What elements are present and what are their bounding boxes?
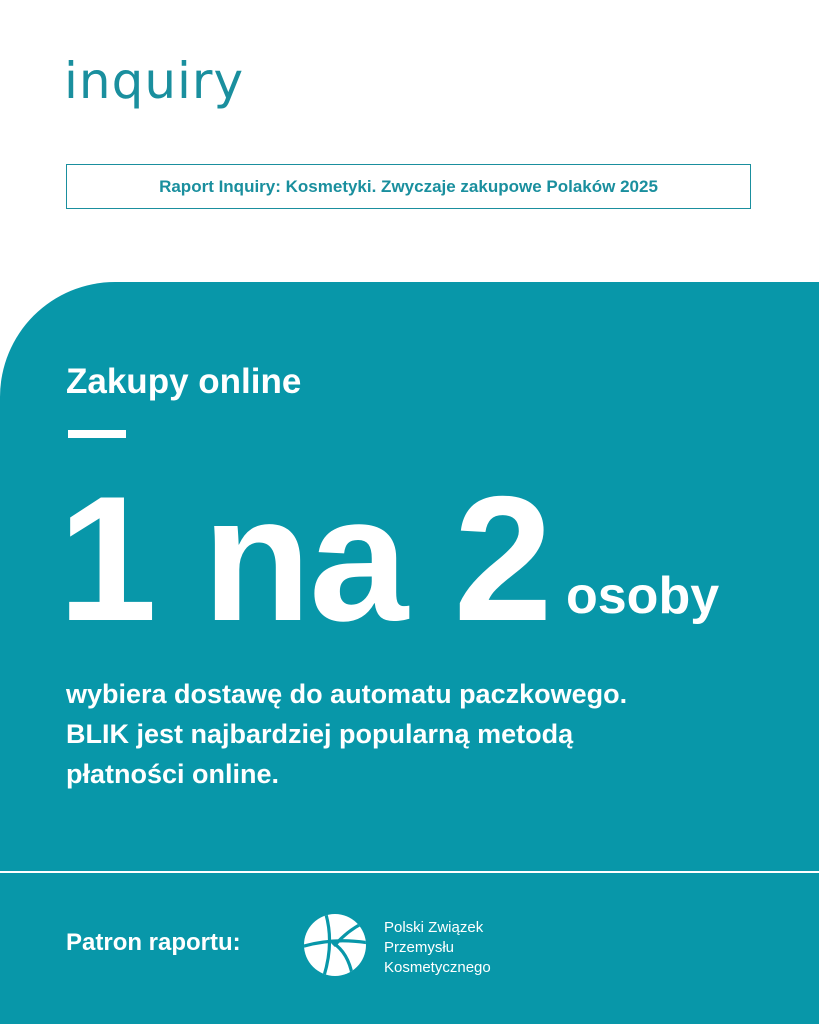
description-line: płatności online. — [66, 759, 280, 789]
footer-divider — [0, 871, 819, 873]
stat-unit: osoby — [566, 567, 720, 625]
org-name-line: Kosmetycznego — [384, 959, 491, 976]
inquiry-logo: inquiry — [64, 52, 245, 110]
org-name-line: Przemysłu — [384, 939, 455, 956]
section-title: Zakupy online — [66, 362, 302, 401]
title-dash-divider — [68, 430, 126, 438]
description-line: BLIK jest najbardziej popularną metodą — [66, 719, 574, 749]
report-title: Raport Inquiry: Kosmetyki. Zwyczaje zakupowe Polaków 2025 — [159, 176, 658, 196]
patron-label: Patron raportu: — [66, 929, 241, 956]
report-title-box — [66, 164, 751, 209]
description-line: wybiera dostawę do automatu paczkowego. — [66, 679, 628, 709]
org-name-line: Polski Związek — [384, 919, 484, 936]
stat-description — [66, 674, 786, 794]
stat-value: 1 na 2 — [58, 459, 551, 658]
patron-org-name — [384, 918, 491, 978]
pzpk-globe-icon — [303, 913, 367, 977]
